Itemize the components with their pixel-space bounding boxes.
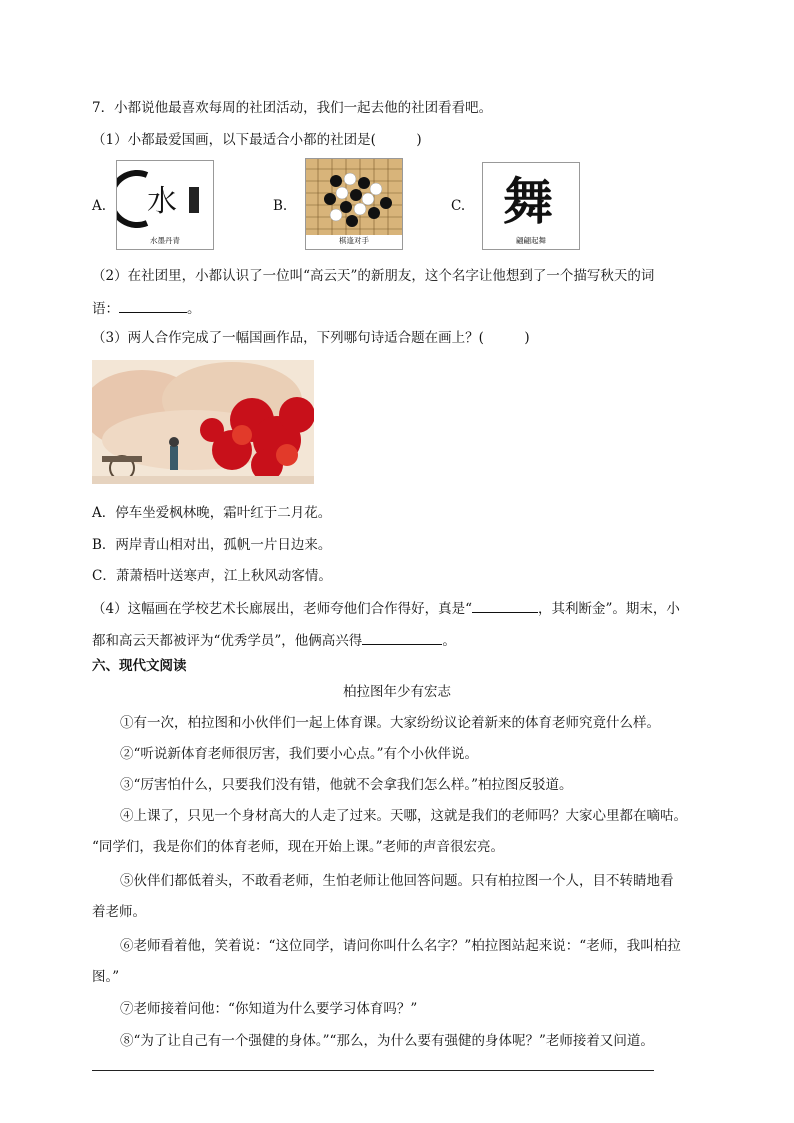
- question-7-part-4-line-1: （4）这幅画在学校艺术长廊展出，老师夸他们合作得好，真是“ ，其利断金”。期末，小: [92, 598, 680, 619]
- autumn-maple-painting: [92, 360, 314, 484]
- answer-blank-2[interactable]: [119, 298, 187, 313]
- option-c-caption: 翩翩起舞: [516, 236, 546, 245]
- option-c-label: C.: [451, 198, 466, 214]
- question-7-part-2-line-2: 语： 。: [92, 298, 201, 319]
- question-7-part-3: （3）两人合作完成了一幅国画作品，下列哪句诗适合题在画上？( ): [92, 330, 530, 346]
- answer-blank-4b[interactable]: [362, 630, 442, 645]
- maple-painting-image: [92, 360, 314, 484]
- option-a-caption: 水墨丹青: [150, 236, 180, 245]
- paragraph-5: ⑤伙伴们都低着头，不敢看老师，生怕老师让他回答问题。只有柏拉图一个人，目不转睛地看: [120, 873, 674, 889]
- dance-calligraphy-icon: [483, 163, 579, 233]
- poem-option-a: A．停车坐爱枫林晚，霜叶红于二月花。: [92, 505, 332, 521]
- ink-calligraphy-icon: [117, 161, 213, 233]
- paragraph-7: ⑦老师接着问他：“你知道为什么要学习体育吗？”: [120, 1001, 418, 1017]
- paragraph-4: ④上课了，只见一个身材高大的人走了过来。天哪，这就是我们的老师吗？大家心里都在嘀咕。: [120, 808, 687, 824]
- section-6-heading: 六、现代文阅读: [92, 658, 187, 674]
- svg-text:舞: 舞: [503, 172, 553, 231]
- answer-blank-4a[interactable]: [472, 598, 538, 613]
- go-board-icon: [306, 159, 402, 235]
- question-7-part-1: （1）小都最爱国画，以下最适合小都的社团是( ): [92, 132, 422, 148]
- option-a-label: A.: [92, 198, 107, 214]
- paragraph-8: ⑧“为了让自己有一个强健的身体。”“那么，为什么要有强健的身体呢？”老师接着又问道。: [120, 1033, 654, 1049]
- question-7-part-4-line-2: 都和高云天都被评为“优秀学员”，他俩高兴得 。: [92, 630, 456, 651]
- paragraph-2: ②“听说新体育老师很厉害，我们要小心点。”有个小伙伴说。: [120, 746, 479, 762]
- svg-text:水: 水: [147, 184, 177, 219]
- paragraph-6-cont: 图。”: [92, 969, 120, 985]
- reading-title: 柏拉图年少有宏志: [343, 684, 451, 700]
- paragraph-5-cont: 着老师。: [92, 904, 146, 920]
- paragraph-1: ①有一次，柏拉图和小伙伴们一起上体育课。大家纷纷议论着新来的体育老师究竟什么样。: [120, 715, 660, 731]
- option-b-image: [305, 158, 403, 250]
- paragraph-4-cont: “同学们，我是你们的体育老师，现在开始上课。”老师的声音很宏亮。: [92, 839, 505, 855]
- paragraph-6: ⑥老师看着他，笑着说：“这位同学，请问你叫什么名字？”柏拉图站起来说：“老师，我叫柏拉: [120, 938, 681, 954]
- poem-option-b: B．两岸青山相对出，孤帆一片日边来。: [92, 537, 332, 553]
- footer-divider: [92, 1070, 654, 1071]
- option-b-label: B.: [273, 198, 288, 214]
- question-7-part-2-line-1: （2）在社团里，小都认识了一位叫“高云天”的新朋友，这个名字让他想到了一个描写秋天的词: [92, 268, 655, 284]
- option-a-image: [116, 160, 214, 250]
- option-b-caption: 棋逢对手: [339, 236, 369, 245]
- paragraph-3: ③“厉害怕什么，只要我们没有错，他就不会拿我们怎么样。”柏拉图反驳道。: [120, 777, 573, 793]
- question-7-stem: 7．小都说他最喜欢每周的社团活动，我们一起去他的社团看看吧。: [92, 100, 493, 116]
- option-c-image: [482, 162, 580, 250]
- poem-option-c: C．萧萧梧叶送寒声，江上秋风动客情。: [92, 568, 332, 584]
